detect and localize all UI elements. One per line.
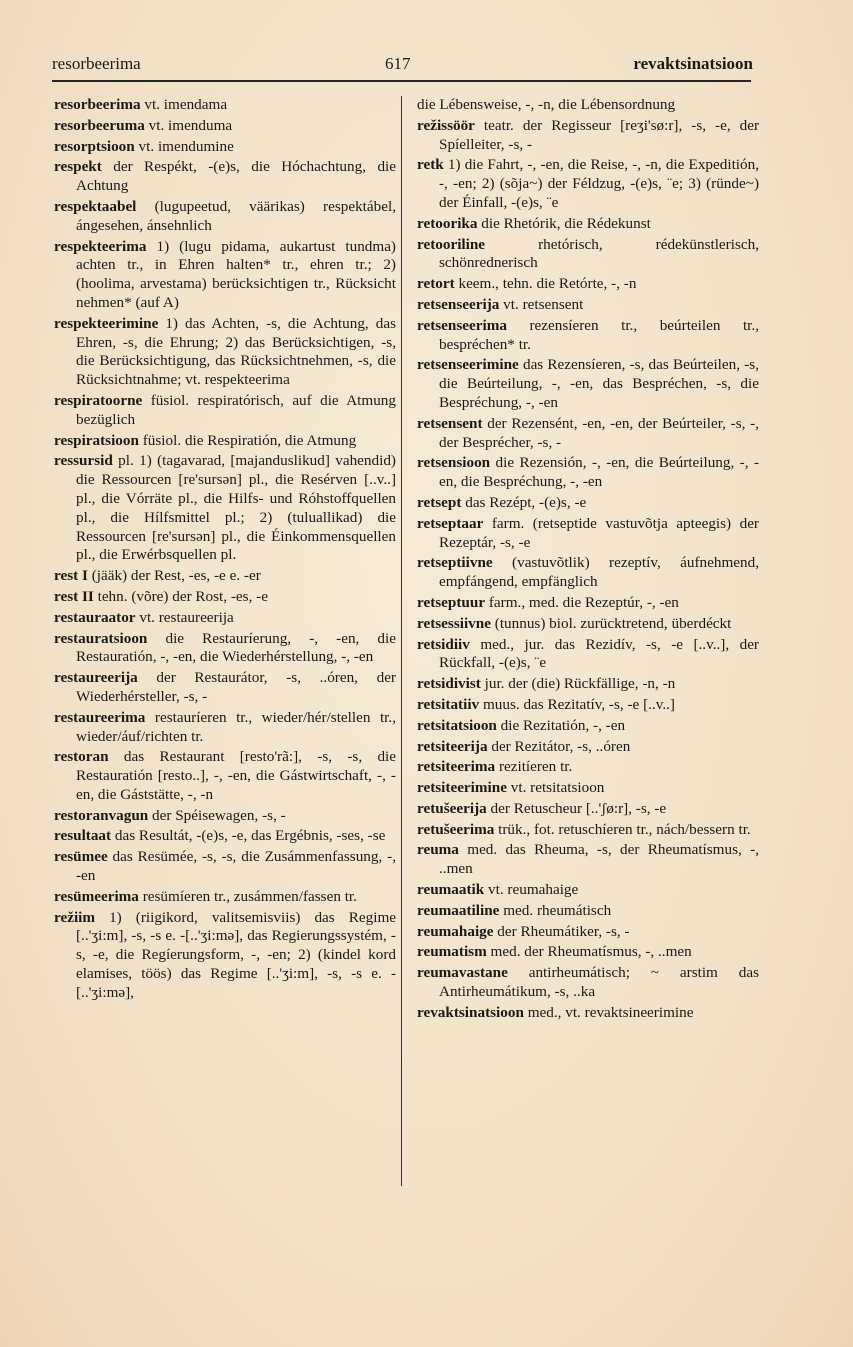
entry-headword: retoorika [417,214,478,232]
dictionary-entry [417,881,759,900]
entry-headword: restauratsioon [54,629,148,647]
entry-headword: restauraator [54,608,136,626]
dictionary-entry [417,494,759,513]
entry-definition: vt. imendama [140,96,228,113]
dictionary-entry [417,117,759,155]
entry-headword: reumaatik [417,881,485,899]
header-first-headword: resorbeerima [52,54,141,73]
dictionary-entry [417,738,759,757]
entry-headword: reumaatiline [417,901,500,919]
dictionary-entry [417,96,759,115]
entry-headword: resorbeerima [54,96,141,113]
header-rule [52,80,751,82]
dictionary-entry [54,807,396,826]
entry-headword: respekteerimine [54,314,159,332]
left-column [54,96,396,1005]
entry-headword: resümee [54,848,108,866]
entry-definition: restauríeren tr., wieder/hér/stellen tr., wieder/áuf/richten tr. [76,708,396,745]
dictionary-entry [54,96,396,115]
entry-headword: retsidivist [417,675,481,693]
dictionary-entry [417,758,759,777]
dictionary-entry [54,117,396,136]
dictionary-entry [54,158,396,196]
entry-headword: retort [417,275,455,293]
entry-headword: retseptiivne [417,554,493,572]
entry-definition: der Rezitátor, -s, ..óren [487,737,631,755]
dictionary-entry [54,452,396,565]
dictionary-entry [417,317,759,355]
dictionary-entry [54,669,396,707]
dictionary-entry [54,609,396,628]
entry-definition: (tunnus) biol. zurücktretend, überdéckt [490,614,732,632]
dictionary-entry [417,923,759,942]
entry-headword: restaureerima [54,708,146,726]
entry-definition: das Restaurant [resto'rã:], -s, -s, die Restauratión [resto..], -, -en, die Gástwirtschaft, -, -en, die Gáststätte, -, -n [76,748,396,803]
entry-headword: respiratsioon [54,431,139,449]
entry-headword: revaktsinatsioon [417,1003,524,1021]
entry-headword: resorbeeruma [54,116,145,134]
entry-definition: rhetórisch, rédekünstlerisch, schönrednerisch [439,235,759,272]
entry-headword: respekteerima [54,237,147,255]
dictionary-entry [417,156,759,212]
dictionary-entry [54,315,396,390]
dictionary-entry [417,821,759,840]
entry-headword: režissöör [417,116,475,134]
entry-definition: 1) die Fahrt, -, -en, die Reise, -, -n, die Expeditión, -, -en; 2) (sõja~) der Féldzug, -(e)s, ¨e; 3) (ründe~) der Éinfall, -(e)s, ¨e [439,156,759,211]
entry-headword: retsiteerija [417,737,488,755]
entry-headword: retsensent [417,414,483,432]
dictionary-entry [417,800,759,819]
dictionary-entry [417,675,759,694]
entry-headword: retseptaar [417,514,484,532]
entry-definition: der Rheumátiker, -s, - [493,922,630,940]
entry-definition: das Resultát, -(e)s, -e, das Ergébnis, -ses, -se [111,827,386,845]
dictionary-entry [54,630,396,668]
entry-definition: vt. imenduma [144,116,233,134]
entry-definition: die Rhetórik, die Rédekunst [477,214,651,232]
dictionary-entry [417,296,759,315]
dictionary-entry [54,848,396,886]
entry-definition: die Rezensión, -, -en, die Beúrteilung, -, -en, die Bespréchung, -, -en [439,454,759,491]
entry-headword: rest I [54,567,88,585]
dictionary-entry [54,198,396,236]
entry-definition: jur. der (die) Rückfällige, -n, -n [480,675,676,693]
dictionary-entry [417,515,759,553]
page-header [52,54,753,80]
entry-headword: resultaat [54,827,112,845]
entry-headword: retušeerija [417,799,487,817]
dictionary-entry [417,215,759,234]
entry-definition: tehn. (võre) der Rost, -es, -e [93,587,268,605]
dictionary-entry [417,902,759,921]
column-divider [401,96,402,1186]
dictionary-entry [417,594,759,613]
entry-definition: vt. restaureerija [135,608,234,626]
dictionary-entry [54,748,396,804]
entry-definition: pl. 1) (tagavarad, [majanduslikud] vahendid) die Ressourcen [re'sursən] pl., die Resérven [..v..] pl., die Vórräte pl., die Hilfs- und Róhstoffquellen pl., die Hílfsmittel pl.; 2) (tuluallikad) die Ressourcen [re'sursən] pl., die Éinkommensquellen pl., die Erwérbsquellen pl. [76,452,396,564]
entry-definition: die Rezitatión, -, -en [496,716,626,734]
entry-headword: retsept [417,493,462,511]
entry-definition: farm. (retseptide vastuvõtja apteegis) der Rezeptár, -s, -e [439,514,759,551]
dictionary-entry [54,709,396,747]
dictionary-entry [54,138,396,157]
dictionary-entry [54,888,396,907]
entry-headword: retsitatiiv [417,695,480,713]
entry-definition: die Lébensweise, -, -n, die Lébensordnung [417,96,676,113]
dictionary-entry [417,415,759,453]
entry-headword: retsessiivne [417,614,491,632]
entry-definition: der Respékt, -(e)s, die Hóchachtung, die Achtung [76,158,396,195]
entry-definition: das Resümée, -s, -s, die Zusámmenfassung, -, -en [76,848,396,885]
dictionary-entry [54,392,396,430]
entry-definition: vt. retsitatsioon [506,779,605,797]
entry-headword: respektaabel [54,197,137,215]
entry-headword: restoran [54,748,109,766]
entry-headword: respekt [54,158,102,176]
entry-definition: med. rheumátisch [499,901,612,919]
entry-definition: der Rezensént, -en, -en, der Beúrteiler, -s, -, der Bespr​écher, -s, - [439,414,759,451]
entry-definition: 1) (lugu pidama, aukartust tundma) achten tr., in Ehren halten* tr., ehren tr.; 2) (hoolima, arvestama) berücksichtigen tr., Rücksicht nehmen* (auf A) [76,237,396,311]
entry-definition: der Restaurátor, -s, ..óren, der Wiederhérsteller, -s, - [76,669,396,705]
dictionary-entry [417,454,759,492]
entry-headword: restoranvagun [54,806,149,824]
entry-definition: der Spéisewagen, -s, - [148,806,286,824]
entry-definition: med., jur. das Rezidív, -s, -e [..v..], der Rückfall, -(e)s, ¨e [439,635,759,672]
entry-headword: retsensioon [417,454,491,472]
dictionary-entry [417,554,759,592]
entry-definition: füsiol. respiratórisch, auf die Atmung bezüglich [76,391,396,428]
entry-definition: vt. imendumine [134,137,234,155]
entry-definition: vt. retsensent [499,295,584,313]
entry-headword: ressursid [54,452,113,470]
dictionary-entry [417,615,759,634]
entry-definition: vt. reumahaige [484,881,579,899]
dictionary-entry [54,827,396,846]
dictionary-entry [54,588,396,607]
entry-headword: resorptsioon [54,137,135,155]
dictionary-entry [417,636,759,674]
entry-definition: antirheumátisch; ~ arstim das Antirheumátikum, -s, ..ka [439,964,759,1001]
dictionary-entry [54,909,396,1003]
entry-definition: 1) (riigikord, valitsemisviis) das Regime [..'ʒi:m], -s, -s e. -[..'ʒi:mə], das Regierungssystém, -s, -e, die Regíerungsform, -, -en; 2) (kindel kord elamises, töös) das Regime [..'ʒi:m], -s, -s e. - [..'ʒi:mə], [76,908,396,1001]
entry-headword: reumavastane [417,964,508,982]
dictionary-entry [417,841,759,879]
entry-definition: resümíeren tr., zusámmen/fassen tr. [138,887,357,905]
entry-headword: retsenseerima [417,316,507,334]
dictionary-entry [417,779,759,798]
right-column [417,96,759,1025]
entry-headword: retušeerima [417,820,495,838]
entry-headword: retsenseerija [417,295,500,313]
dictionary-entry [417,717,759,736]
dictionary-entry [417,696,759,715]
entry-definition: (lugupeetud, väärikas) respektábel, ángesehen, ánsehnlich [76,197,396,234]
entry-definition: das Rezépt, -(e)s, -e [461,493,587,511]
entry-headword: retsiteerima [417,758,496,776]
entry-headword: rest II [54,587,94,605]
entry-definition: die Restauríerung, -, -en, die Restauratión, -, -en, die Wiederhérstellung, -, -en [76,629,396,666]
entry-definition: trük., fot. retuschíeren tr., nách/bessern tr. [494,820,751,838]
entry-definition: med. der Rheumatísmus, -, ..men [486,943,692,961]
dictionary-entry [417,356,759,412]
entry-definition: med. das Rheuma, -s, der Rheumatísmus, -, ..men [439,841,759,878]
entry-definition: teatr. der Regisseur [reʒi'sø:r], -s, -e, der Spíelleiter, -s, - [439,116,759,153]
entry-definition: rezensíeren tr., beúrteilen tr., bespréchen* tr. [439,316,759,353]
entry-headword: restaureerija [54,669,138,687]
entry-headword: retooriline [417,235,486,253]
entry-headword: retsidiiv [417,635,470,653]
header-last-headword: revaktsinatsioon [633,54,753,73]
entry-headword: respiratoorne [54,391,143,409]
entry-definition: med., vt. revaktsineerimine [523,1003,694,1021]
entry-definition: rezitíeren tr. [495,758,573,776]
page-number: 617 [385,54,411,73]
entry-headword: retsenseerimine [417,356,519,374]
entry-headword: režiim [54,908,96,926]
entry-headword: retseptuur [417,593,486,611]
dictionary-entry [417,964,759,1002]
dictionary-entry [417,236,759,274]
entry-definition: füsiol. die Respiratión, die Atmung [138,431,357,449]
entry-headword: retsitatsioon [417,716,497,734]
dictionary-entry [417,943,759,962]
dictionary-entry [417,275,759,294]
entry-definition: muus. das Rezitatív, -s, -e [..v..] [479,695,675,713]
dictionary-entry [54,238,396,313]
entry-definition: farm., med. die Rezeptúr, -, -en [485,593,679,611]
entry-headword: reuma [417,841,459,859]
entry-headword: reumahaige [417,922,494,940]
dictionary-entry [417,1004,759,1023]
entry-headword: retsiteerimine [417,779,507,797]
entry-definition: der Retuscheur [..'ʃø:r], -s, -e [486,799,667,817]
entry-headword: retk [417,156,444,174]
entry-definition: (jääk) der Rest, -es, -e e. -er [87,567,261,585]
entry-definition: (vastuvõtlik) rezeptív, áufnehmend, empfángend, empfänglich [439,554,759,591]
entry-definition: das Rezensíeren, -s, das Beúrteilen, -s, die Beúrteilung, -, -en, das Bespréchen, -s, die Bespréchung, -, -en [439,356,759,411]
entry-definition: keem., tehn. die Retórte, -, -n [454,275,637,293]
dictionary-entry [54,567,396,586]
entry-headword: resümeerima [54,887,139,905]
entry-headword: reumatism [417,943,487,961]
entry-definition: 1) das Achten, -s, die Achtung, das Ehren, -s, die Ehrung; 2) das Berücksichtigen, -s, die Berücksichtigung, das Rücksichtnehmen, -s, die Rücksichtnahme; vt. respekteerima [76,314,396,389]
dictionary-entry [54,432,396,451]
